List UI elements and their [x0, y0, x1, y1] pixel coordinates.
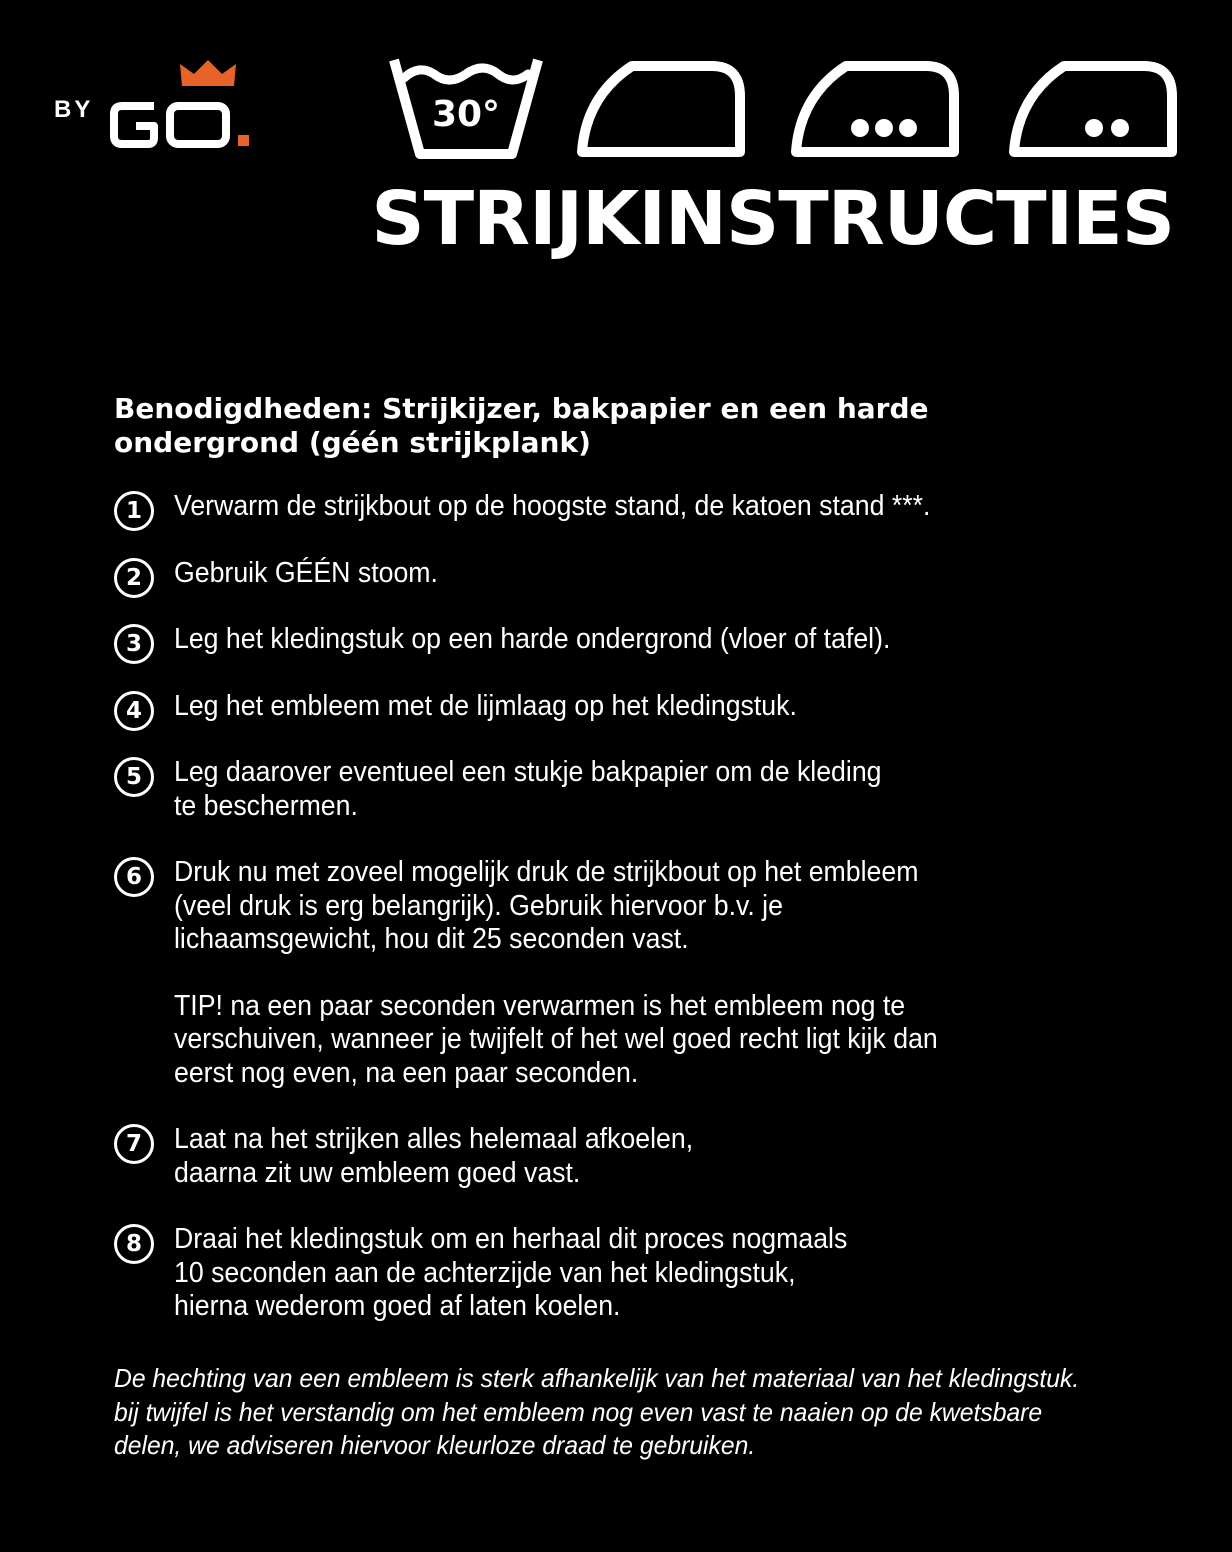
- step-text: Leg het embleem met de lijmlaag op het kledingstuk.: [174, 689, 797, 722]
- brand-wordmark: [108, 96, 258, 152]
- step-text: Verwarm de strijkbout op de hoogste stand, de katoen stand ***.: [174, 490, 931, 522]
- step-number-badge: 2: [114, 558, 154, 598]
- iron-three-dots-icon: [788, 52, 960, 164]
- brand-prefix: BY: [54, 96, 94, 123]
- step-item: [114, 1223, 1124, 1324]
- requirements-text: Benodigdheden: Strijkijzer, bakpapier en een harde ondergrond (géén strijkplank): [114, 392, 929, 459]
- step-text: Leg daarover eventueel een stukje bakpapier om de kleding te beschermen.: [174, 756, 882, 822]
- step-tip: TIP! na een paar seconden verwarmen is het embleem nog te verschuiven, wanneer je twijfelt of het wel goed recht ligt kijk dan eerst nog even, na een paar seconden.: [174, 989, 938, 1089]
- step-number-badge: 7: [114, 1124, 154, 1164]
- step-text: Draai het kledingstuk om en herhaal dit proces nogmaals 10 seconden aan de achterzijde van het kledingstuk, hierna wederom goed af laten koelen.: [174, 1223, 848, 1322]
- care-symbols: [386, 52, 1186, 164]
- step-item: [114, 856, 1124, 1090]
- step-item: [114, 690, 1124, 724]
- step-number-badge: 1: [114, 491, 154, 531]
- wash-temperature: 30°: [431, 94, 501, 135]
- step-item: [114, 557, 1124, 591]
- step-number-badge: 6: [114, 857, 154, 897]
- step-text: Gebruik GÉÉN stoom.: [174, 556, 438, 589]
- step-item: [114, 1123, 1124, 1190]
- step-text: Leg het kledingstuk op een harde ondergrond (vloer of tafel).: [174, 623, 891, 655]
- step-item: [114, 756, 1124, 823]
- iron-two-dots-icon: [1006, 52, 1178, 164]
- step-item: [114, 490, 1124, 524]
- step-number-badge: 8: [114, 1224, 154, 1264]
- page-title: STRIJKINSTRUCTIES: [371, 176, 1174, 262]
- step-number-badge: 4: [114, 691, 154, 731]
- brand-logo: [52, 58, 262, 158]
- iron-no-dots-icon: [574, 52, 746, 164]
- instruction-steps: [114, 490, 1124, 1357]
- step-text: Laat na het strijken alles helemaal afkoelen, daarna zit uw embleem goed vast.: [174, 1123, 694, 1189]
- disclaimer-text: De hechting van een embleem is sterk afhankelijk van het materiaal van het kledingstuk. bij twijfel is het verstandig om het embleem nog even vast te naaien op de kwetsbare delen, we adviseren hiervoor kleurloze draad te gebruiken.: [114, 1363, 1080, 1460]
- crown-icon: [178, 58, 238, 90]
- step-item: [114, 623, 1124, 657]
- step-number-badge: 5: [114, 757, 154, 797]
- step-number-badge: 3: [114, 624, 154, 664]
- step-text: Druk nu met zoveel mogelijk druk de strijkbout op het embleem (veel druk is erg belangrijk). Gebruik hiervoor b.v. je lichaamsgewicht, hou dit 25 seconden vast.: [174, 856, 919, 955]
- wash-30-icon: [386, 52, 546, 164]
